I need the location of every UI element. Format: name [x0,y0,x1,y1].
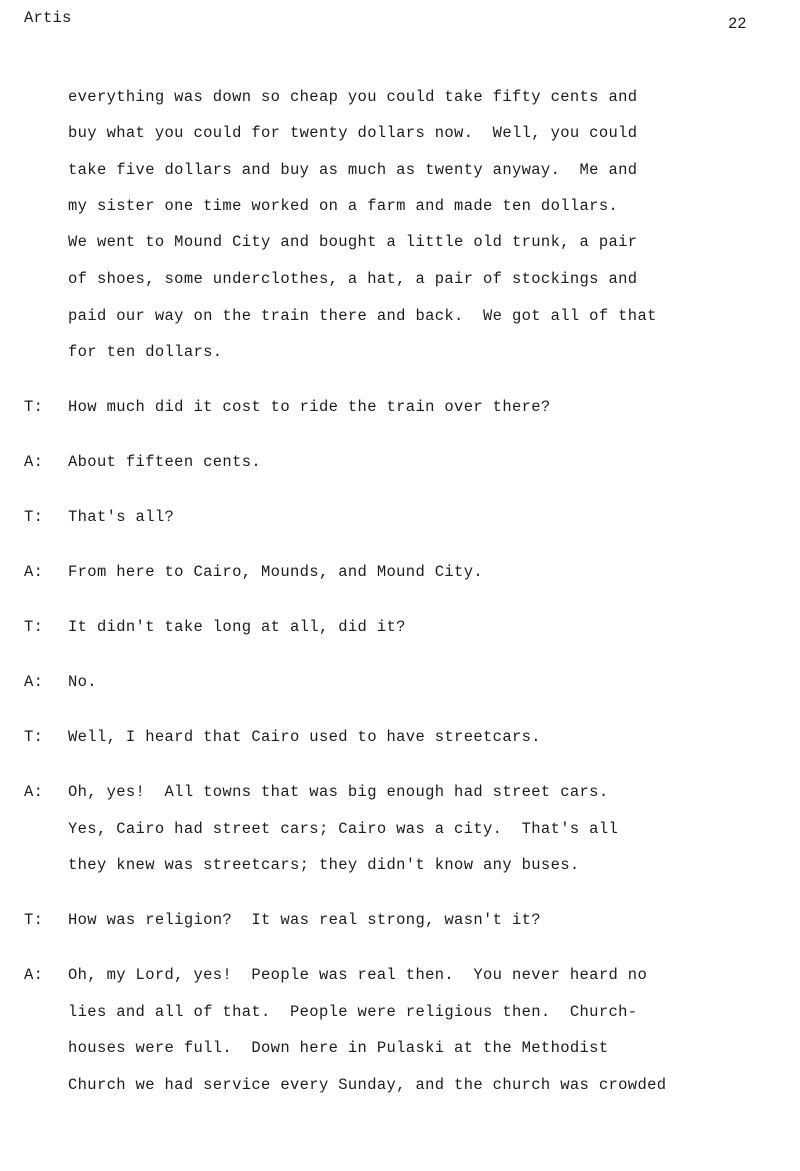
transcript-line: lies and all of that. People were religious then. Church- [68,1003,638,1021]
speaker-label: T: [24,508,44,526]
transcript-line: From here to Cairo, Mounds, and Mound City. [68,563,484,581]
speaker-label: A: [24,673,44,691]
transcript-line: they knew was streetcars; they didn't know any buses. [68,856,580,874]
transcript-line: paid our way on the train there and back. We got all of that [68,307,657,325]
speaker-label: T: [24,398,44,416]
speaker-label: A: [24,783,44,801]
transcript-line: Well, I heard that Cairo used to have streetcars. [68,728,541,746]
speaker-label: A: [24,966,44,984]
speaker-label: T: [24,728,44,746]
speaker-label: T: [24,911,44,929]
transcript-line: No. [68,673,97,691]
transcript-line: my sister one time worked on a farm and made ten dollars. [68,197,619,215]
transcript-line: How was religion? It was real strong, wasn't it? [68,911,541,929]
transcript-line: Oh, yes! All towns that was big enough had street cars. [68,783,609,801]
speaker-label: A: [24,453,44,471]
transcript-line: houses were full. Down here in Pulaski at the Methodist [68,1039,609,1057]
transcript-line: That's all? [68,508,175,526]
transcript-line: everything was down so cheap you could take fifty cents and [68,88,638,106]
header-name: Artis [24,9,72,27]
transcript-line: of shoes, some underclothes, a hat, a pair of stockings and [68,270,638,288]
transcript-line: Oh, my Lord, yes! People was real then. You never heard no [68,966,648,984]
transcript-line: Church we had service every Sunday, and the church was crowded [68,1076,667,1094]
transcript-line: About fifteen cents. [68,453,262,471]
speaker-label: A: [24,563,44,581]
transcript-line: We went to Mound City and bought a little old trunk, a pair [68,233,638,251]
transcript-line: Yes, Cairo had street cars; Cairo was a city. That's all [68,820,619,838]
page-number: 22 [728,15,747,33]
transcript-line: for ten dollars. [68,343,223,361]
speaker-label: T: [24,618,44,636]
transcript-line: How much did it cost to ride the train over there? [68,398,551,416]
transcript-line: It didn't take long at all, did it? [68,618,406,636]
transcript-line: buy what you could for twenty dollars now. Well, you could [68,124,638,142]
transcript-line: take five dollars and buy as much as twenty anyway. Me and [68,161,638,179]
